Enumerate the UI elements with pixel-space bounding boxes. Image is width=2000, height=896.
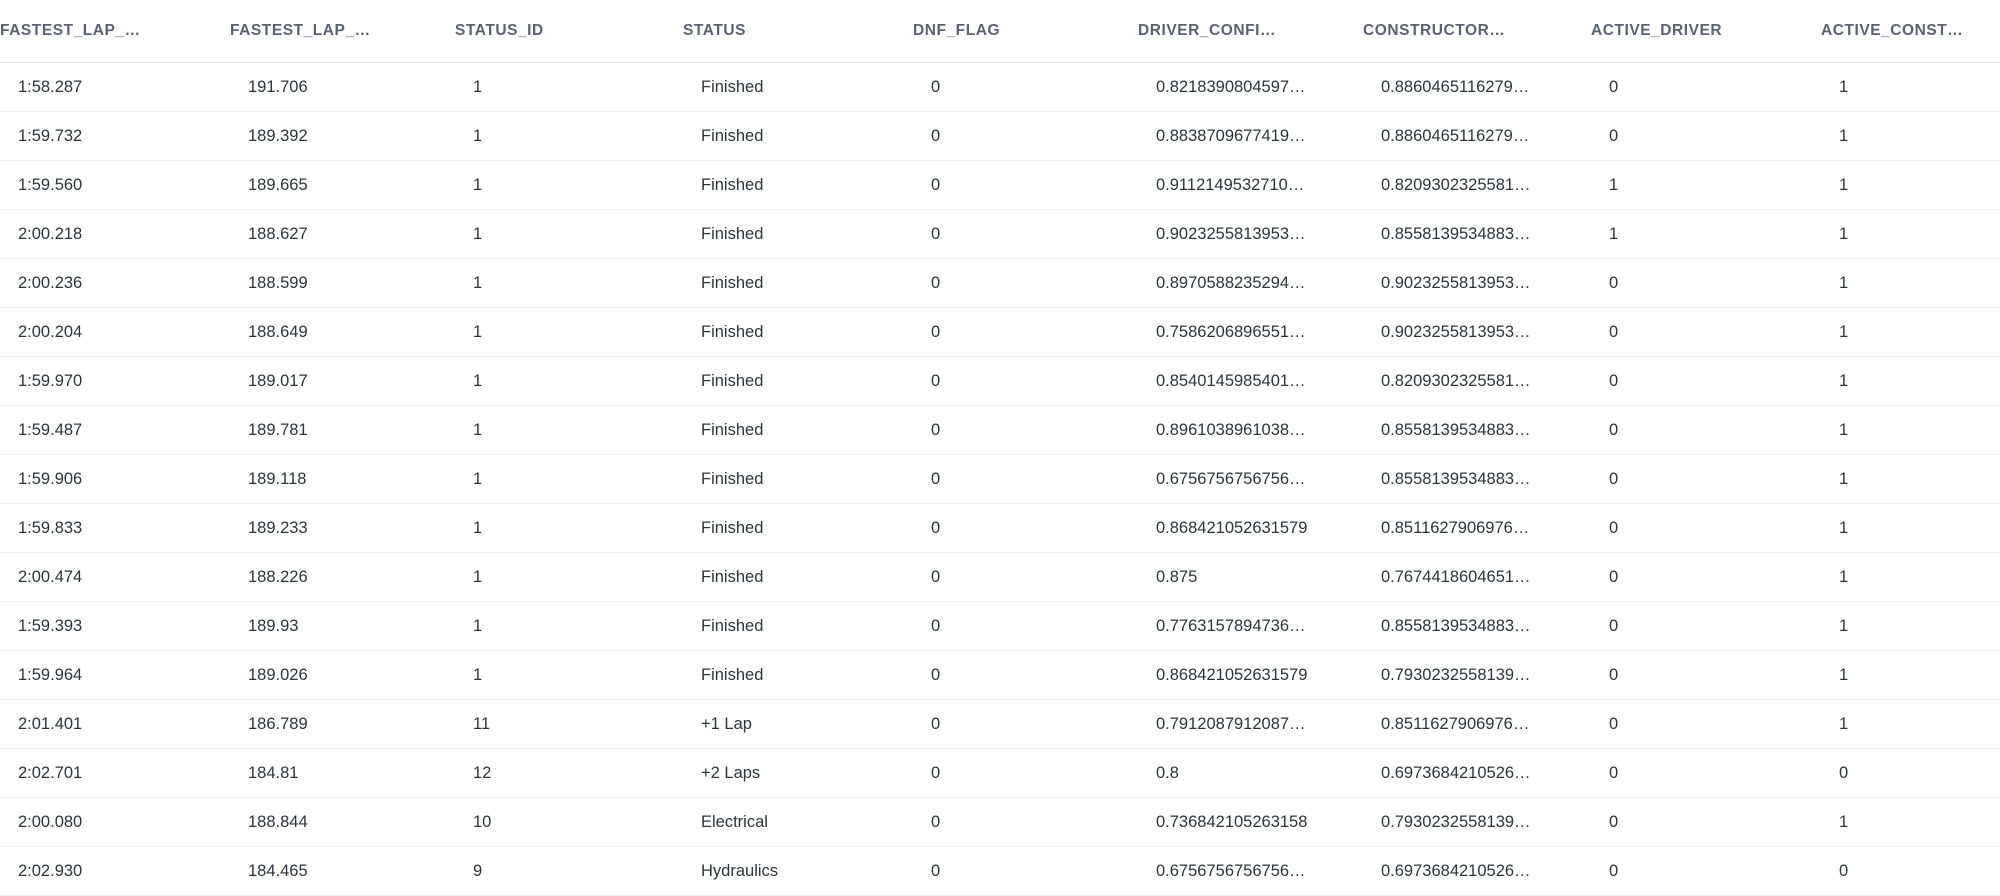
table-cell-active_driver: 0 bbox=[1591, 308, 1821, 357]
table-cell-status: Finished bbox=[683, 406, 913, 455]
table-cell-fastest_lap_time: 1:59.970 bbox=[0, 357, 230, 406]
table-cell-driver_confidence: 0.7912087912087… bbox=[1138, 700, 1363, 749]
table-row[interactable] bbox=[0, 63, 2000, 112]
column-header-label: FASTEST_LAP_… bbox=[230, 22, 371, 39]
table-cell-status: Hydraulics bbox=[683, 847, 913, 896]
table-cell-fastest_lap_time: 1:59.906 bbox=[0, 455, 230, 504]
table-cell-fastest_lap_speed: 189.93 bbox=[230, 602, 455, 651]
table-cell-dnf_flag: 0 bbox=[913, 112, 1138, 161]
table-cell-status: Finished bbox=[683, 602, 913, 651]
table-cell-fastest_lap_time: 2:00.236 bbox=[0, 259, 230, 308]
table-cell-active_driver: 0 bbox=[1591, 553, 1821, 602]
table-cell-status: Electrical bbox=[683, 798, 913, 847]
column-header-label: CONSTRUCTOR… bbox=[1363, 22, 1506, 39]
table-cell-active_constructor: 1 bbox=[1821, 357, 2000, 406]
column-header-label: ACTIVE_CONST… bbox=[1821, 22, 1964, 39]
table-cell-driver_confidence: 0.7586206896551… bbox=[1138, 308, 1363, 357]
table-cell-active_constructor: 1 bbox=[1821, 161, 2000, 210]
table-row[interactable] bbox=[0, 210, 2000, 259]
table-cell-fastest_lap_speed: 188.226 bbox=[230, 553, 455, 602]
table-row[interactable] bbox=[0, 553, 2000, 602]
table-cell-dnf_flag: 0 bbox=[913, 63, 1138, 112]
table-cell-driver_confidence: 0.868421052631579 bbox=[1138, 651, 1363, 700]
table-cell-status: Finished bbox=[683, 112, 913, 161]
column-header-dnf-flag[interactable] bbox=[913, 0, 1138, 63]
table-cell-dnf_flag: 0 bbox=[913, 553, 1138, 602]
column-header-driver-confidence[interactable] bbox=[1138, 0, 1363, 63]
column-header-status[interactable] bbox=[683, 0, 913, 63]
table-cell-constructor: 0.6973684210526… bbox=[1363, 847, 1591, 896]
table-row[interactable] bbox=[0, 602, 2000, 651]
table-cell-active_driver: 1 bbox=[1591, 161, 1821, 210]
table-row[interactable] bbox=[0, 357, 2000, 406]
column-header-label: FASTEST_LAP_… bbox=[0, 22, 141, 39]
table-cell-driver_confidence: 0.875 bbox=[1138, 553, 1363, 602]
table-cell-fastest_lap_speed: 184.81 bbox=[230, 749, 455, 798]
table-cell-constructor: 0.8558139534883… bbox=[1363, 455, 1591, 504]
table-cell-dnf_flag: 0 bbox=[913, 651, 1138, 700]
table-cell-dnf_flag: 0 bbox=[913, 210, 1138, 259]
table-row[interactable] bbox=[0, 406, 2000, 455]
table-cell-status: Finished bbox=[683, 308, 913, 357]
table-cell-dnf_flag: 0 bbox=[913, 455, 1138, 504]
table-cell-dnf_flag: 0 bbox=[913, 504, 1138, 553]
table-cell-fastest_lap_time: 1:58.287 bbox=[0, 63, 230, 112]
table-cell-status: Finished bbox=[683, 63, 913, 112]
table-cell-fastest_lap_speed: 188.627 bbox=[230, 210, 455, 259]
table-cell-status: Finished bbox=[683, 210, 913, 259]
table-cell-status_id: 1 bbox=[455, 308, 683, 357]
table-cell-constructor: 0.6973684210526… bbox=[1363, 749, 1591, 798]
table-cell-dnf_flag: 0 bbox=[913, 259, 1138, 308]
table-cell-status_id: 1 bbox=[455, 63, 683, 112]
table-cell-status_id: 1 bbox=[455, 553, 683, 602]
column-header-active-constructor[interactable] bbox=[1821, 0, 2000, 63]
table-cell-status_id: 1 bbox=[455, 406, 683, 455]
table-cell-constructor: 0.7930232558139… bbox=[1363, 798, 1591, 847]
table-row[interactable] bbox=[0, 651, 2000, 700]
column-header-fastest-lap-time[interactable] bbox=[0, 0, 230, 63]
table-cell-fastest_lap_time: 2:02.701 bbox=[0, 749, 230, 798]
table-cell-active_constructor: 1 bbox=[1821, 112, 2000, 161]
table-cell-driver_confidence: 0.9023255813953… bbox=[1138, 210, 1363, 259]
table-cell-fastest_lap_time: 2:00.204 bbox=[0, 308, 230, 357]
table-cell-active_constructor: 1 bbox=[1821, 308, 2000, 357]
table-cell-fastest_lap_speed: 189.233 bbox=[230, 504, 455, 553]
table-cell-status_id: 1 bbox=[455, 357, 683, 406]
table-cell-constructor: 0.7674418604651… bbox=[1363, 553, 1591, 602]
table-cell-fastest_lap_speed: 189.017 bbox=[230, 357, 455, 406]
table-cell-constructor: 0.8860465116279… bbox=[1363, 63, 1591, 112]
table-cell-driver_confidence: 0.9112149532710… bbox=[1138, 161, 1363, 210]
table-row[interactable] bbox=[0, 798, 2000, 847]
table-cell-constructor: 0.8209302325581… bbox=[1363, 161, 1591, 210]
table-cell-constructor: 0.8558139534883… bbox=[1363, 210, 1591, 259]
table-cell-driver_confidence: 0.6756756756756… bbox=[1138, 455, 1363, 504]
table-row[interactable] bbox=[0, 455, 2000, 504]
table-cell-dnf_flag: 0 bbox=[913, 847, 1138, 896]
table-cell-driver_confidence: 0.8218390804597… bbox=[1138, 63, 1363, 112]
table-cell-driver_confidence: 0.6756756756756… bbox=[1138, 847, 1363, 896]
table-cell-driver_confidence: 0.8 bbox=[1138, 749, 1363, 798]
table-cell-active_driver: 1 bbox=[1591, 210, 1821, 259]
table-cell-status: Finished bbox=[683, 357, 913, 406]
table-cell-status_id: 1 bbox=[455, 210, 683, 259]
table-row[interactable] bbox=[0, 112, 2000, 161]
table-cell-active_constructor: 0 bbox=[1821, 749, 2000, 798]
table-cell-dnf_flag: 0 bbox=[913, 308, 1138, 357]
table-cell-constructor: 0.8511627906976… bbox=[1363, 504, 1591, 553]
table-cell-status_id: 1 bbox=[455, 161, 683, 210]
table-cell-driver_confidence: 0.8970588235294… bbox=[1138, 259, 1363, 308]
table-cell-active_constructor: 1 bbox=[1821, 504, 2000, 553]
table-cell-dnf_flag: 0 bbox=[913, 602, 1138, 651]
table-cell-fastest_lap_time: 2:00.474 bbox=[0, 553, 230, 602]
table-cell-status: Finished bbox=[683, 161, 913, 210]
table-cell-dnf_flag: 0 bbox=[913, 749, 1138, 798]
table-cell-status: Finished bbox=[683, 259, 913, 308]
table-cell-constructor: 0.8860465116279… bbox=[1363, 112, 1591, 161]
table-cell-dnf_flag: 0 bbox=[913, 357, 1138, 406]
table-cell-active_driver: 0 bbox=[1591, 406, 1821, 455]
table-cell-dnf_flag: 0 bbox=[913, 700, 1138, 749]
table-body bbox=[0, 63, 2000, 896]
table-cell-fastest_lap_speed: 188.844 bbox=[230, 798, 455, 847]
table-cell-active_driver: 0 bbox=[1591, 602, 1821, 651]
column-header-label: DNF_FLAG bbox=[913, 22, 1001, 39]
table-row[interactable] bbox=[0, 504, 2000, 553]
table-cell-fastest_lap_speed: 188.649 bbox=[230, 308, 455, 357]
table-cell-status_id: 1 bbox=[455, 651, 683, 700]
table-cell-active_constructor: 1 bbox=[1821, 553, 2000, 602]
table-cell-active_constructor: 1 bbox=[1821, 406, 2000, 455]
column-header-label: STATUS_ID bbox=[455, 22, 544, 39]
table-row[interactable] bbox=[0, 259, 2000, 308]
table-cell-active_driver: 0 bbox=[1591, 112, 1821, 161]
table-cell-dnf_flag: 0 bbox=[913, 161, 1138, 210]
table-cell-fastest_lap_time: 2:02.930 bbox=[0, 847, 230, 896]
column-header-fastest-lap-speed[interactable] bbox=[230, 0, 455, 63]
table-cell-fastest_lap_speed: 189.026 bbox=[230, 651, 455, 700]
table-cell-status_id: 1 bbox=[455, 602, 683, 651]
table-cell-active_driver: 0 bbox=[1591, 798, 1821, 847]
table-cell-active_driver: 0 bbox=[1591, 700, 1821, 749]
table-cell-driver_confidence: 0.7763157894736… bbox=[1138, 602, 1363, 651]
table-cell-status: Finished bbox=[683, 504, 913, 553]
column-header-label: ACTIVE_DRIVER bbox=[1591, 22, 1723, 39]
table-row[interactable] bbox=[0, 847, 2000, 896]
column-header-constructor[interactable] bbox=[1363, 0, 1591, 63]
table-cell-active_constructor: 1 bbox=[1821, 651, 2000, 700]
table-cell-fastest_lap_time: 1:59.393 bbox=[0, 602, 230, 651]
table-header-row bbox=[0, 0, 2000, 63]
table-cell-status_id: 1 bbox=[455, 112, 683, 161]
table-cell-driver_confidence: 0.868421052631579 bbox=[1138, 504, 1363, 553]
table-cell-status_id: 10 bbox=[455, 798, 683, 847]
table-row[interactable] bbox=[0, 308, 2000, 357]
table-cell-active_driver: 0 bbox=[1591, 651, 1821, 700]
table-cell-fastest_lap_time: 1:59.833 bbox=[0, 504, 230, 553]
table-row[interactable] bbox=[0, 161, 2000, 210]
table-cell-status_id: 1 bbox=[455, 455, 683, 504]
table-cell-active_driver: 0 bbox=[1591, 63, 1821, 112]
table-cell-status: +2 Laps bbox=[683, 749, 913, 798]
table-cell-active_constructor: 1 bbox=[1821, 700, 2000, 749]
table-cell-dnf_flag: 0 bbox=[913, 798, 1138, 847]
column-header-status-id[interactable] bbox=[455, 0, 683, 63]
column-header-label: STATUS bbox=[683, 22, 746, 39]
table-cell-fastest_lap_time: 2:00.080 bbox=[0, 798, 230, 847]
table-cell-fastest_lap_speed: 189.392 bbox=[230, 112, 455, 161]
table-row[interactable] bbox=[0, 700, 2000, 749]
table-cell-fastest_lap_speed: 189.781 bbox=[230, 406, 455, 455]
table-cell-active_constructor: 1 bbox=[1821, 455, 2000, 504]
table-cell-constructor: 0.8558139534883… bbox=[1363, 406, 1591, 455]
table-cell-driver_confidence: 0.8961038961038… bbox=[1138, 406, 1363, 455]
table-cell-active_driver: 0 bbox=[1591, 455, 1821, 504]
table-cell-active_constructor: 1 bbox=[1821, 259, 2000, 308]
column-header-label: DRIVER_CONFI… bbox=[1138, 22, 1277, 39]
table-cell-active_driver: 0 bbox=[1591, 749, 1821, 798]
table-cell-status: Finished bbox=[683, 553, 913, 602]
table-cell-active_driver: 0 bbox=[1591, 504, 1821, 553]
table-cell-fastest_lap_time: 1:59.487 bbox=[0, 406, 230, 455]
column-header-active-driver[interactable] bbox=[1591, 0, 1821, 63]
table-cell-fastest_lap_speed: 186.789 bbox=[230, 700, 455, 749]
table-cell-constructor: 0.9023255813953… bbox=[1363, 259, 1591, 308]
table-cell-status: +1 Lap bbox=[683, 700, 913, 749]
table-cell-fastest_lap_speed: 188.599 bbox=[230, 259, 455, 308]
table-cell-fastest_lap_time: 2:01.401 bbox=[0, 700, 230, 749]
table-cell-constructor: 0.9023255813953… bbox=[1363, 308, 1591, 357]
table-cell-fastest_lap_time: 1:59.964 bbox=[0, 651, 230, 700]
table-cell-fastest_lap_speed: 189.665 bbox=[230, 161, 455, 210]
table-cell-fastest_lap_time: 2:00.218 bbox=[0, 210, 230, 259]
table-cell-fastest_lap_time: 1:59.560 bbox=[0, 161, 230, 210]
table-cell-constructor: 0.7930232558139… bbox=[1363, 651, 1591, 700]
table-header bbox=[0, 0, 2000, 63]
table-cell-fastest_lap_speed: 191.706 bbox=[230, 63, 455, 112]
table-cell-fastest_lap_speed: 184.465 bbox=[230, 847, 455, 896]
table-cell-constructor: 0.8511627906976… bbox=[1363, 700, 1591, 749]
table-cell-driver_confidence: 0.8838709677419… bbox=[1138, 112, 1363, 161]
table-cell-status: Finished bbox=[683, 455, 913, 504]
table-cell-dnf_flag: 0 bbox=[913, 406, 1138, 455]
table-cell-driver_confidence: 0.736842105263158 bbox=[1138, 798, 1363, 847]
table-cell-status_id: 12 bbox=[455, 749, 683, 798]
table-cell-active_constructor: 1 bbox=[1821, 210, 2000, 259]
table-cell-driver_confidence: 0.8540145985401… bbox=[1138, 357, 1363, 406]
table-cell-active_constructor: 0 bbox=[1821, 847, 2000, 896]
table-cell-status_id: 11 bbox=[455, 700, 683, 749]
table-cell-constructor: 0.8558139534883… bbox=[1363, 602, 1591, 651]
table-cell-fastest_lap_time: 1:59.732 bbox=[0, 112, 230, 161]
table-cell-constructor: 0.8209302325581… bbox=[1363, 357, 1591, 406]
table-cell-active_constructor: 1 bbox=[1821, 602, 2000, 651]
table-cell-status: Finished bbox=[683, 651, 913, 700]
table-cell-active_constructor: 1 bbox=[1821, 798, 2000, 847]
table-cell-status_id: 1 bbox=[455, 259, 683, 308]
table-cell-active_driver: 0 bbox=[1591, 357, 1821, 406]
table-cell-active_driver: 0 bbox=[1591, 259, 1821, 308]
table-cell-active_driver: 0 bbox=[1591, 847, 1821, 896]
table-cell-status_id: 9 bbox=[455, 847, 683, 896]
table-cell-active_constructor: 1 bbox=[1821, 63, 2000, 112]
table-cell-status_id: 1 bbox=[455, 504, 683, 553]
table-row[interactable] bbox=[0, 749, 2000, 798]
table-cell-fastest_lap_speed: 189.118 bbox=[230, 455, 455, 504]
